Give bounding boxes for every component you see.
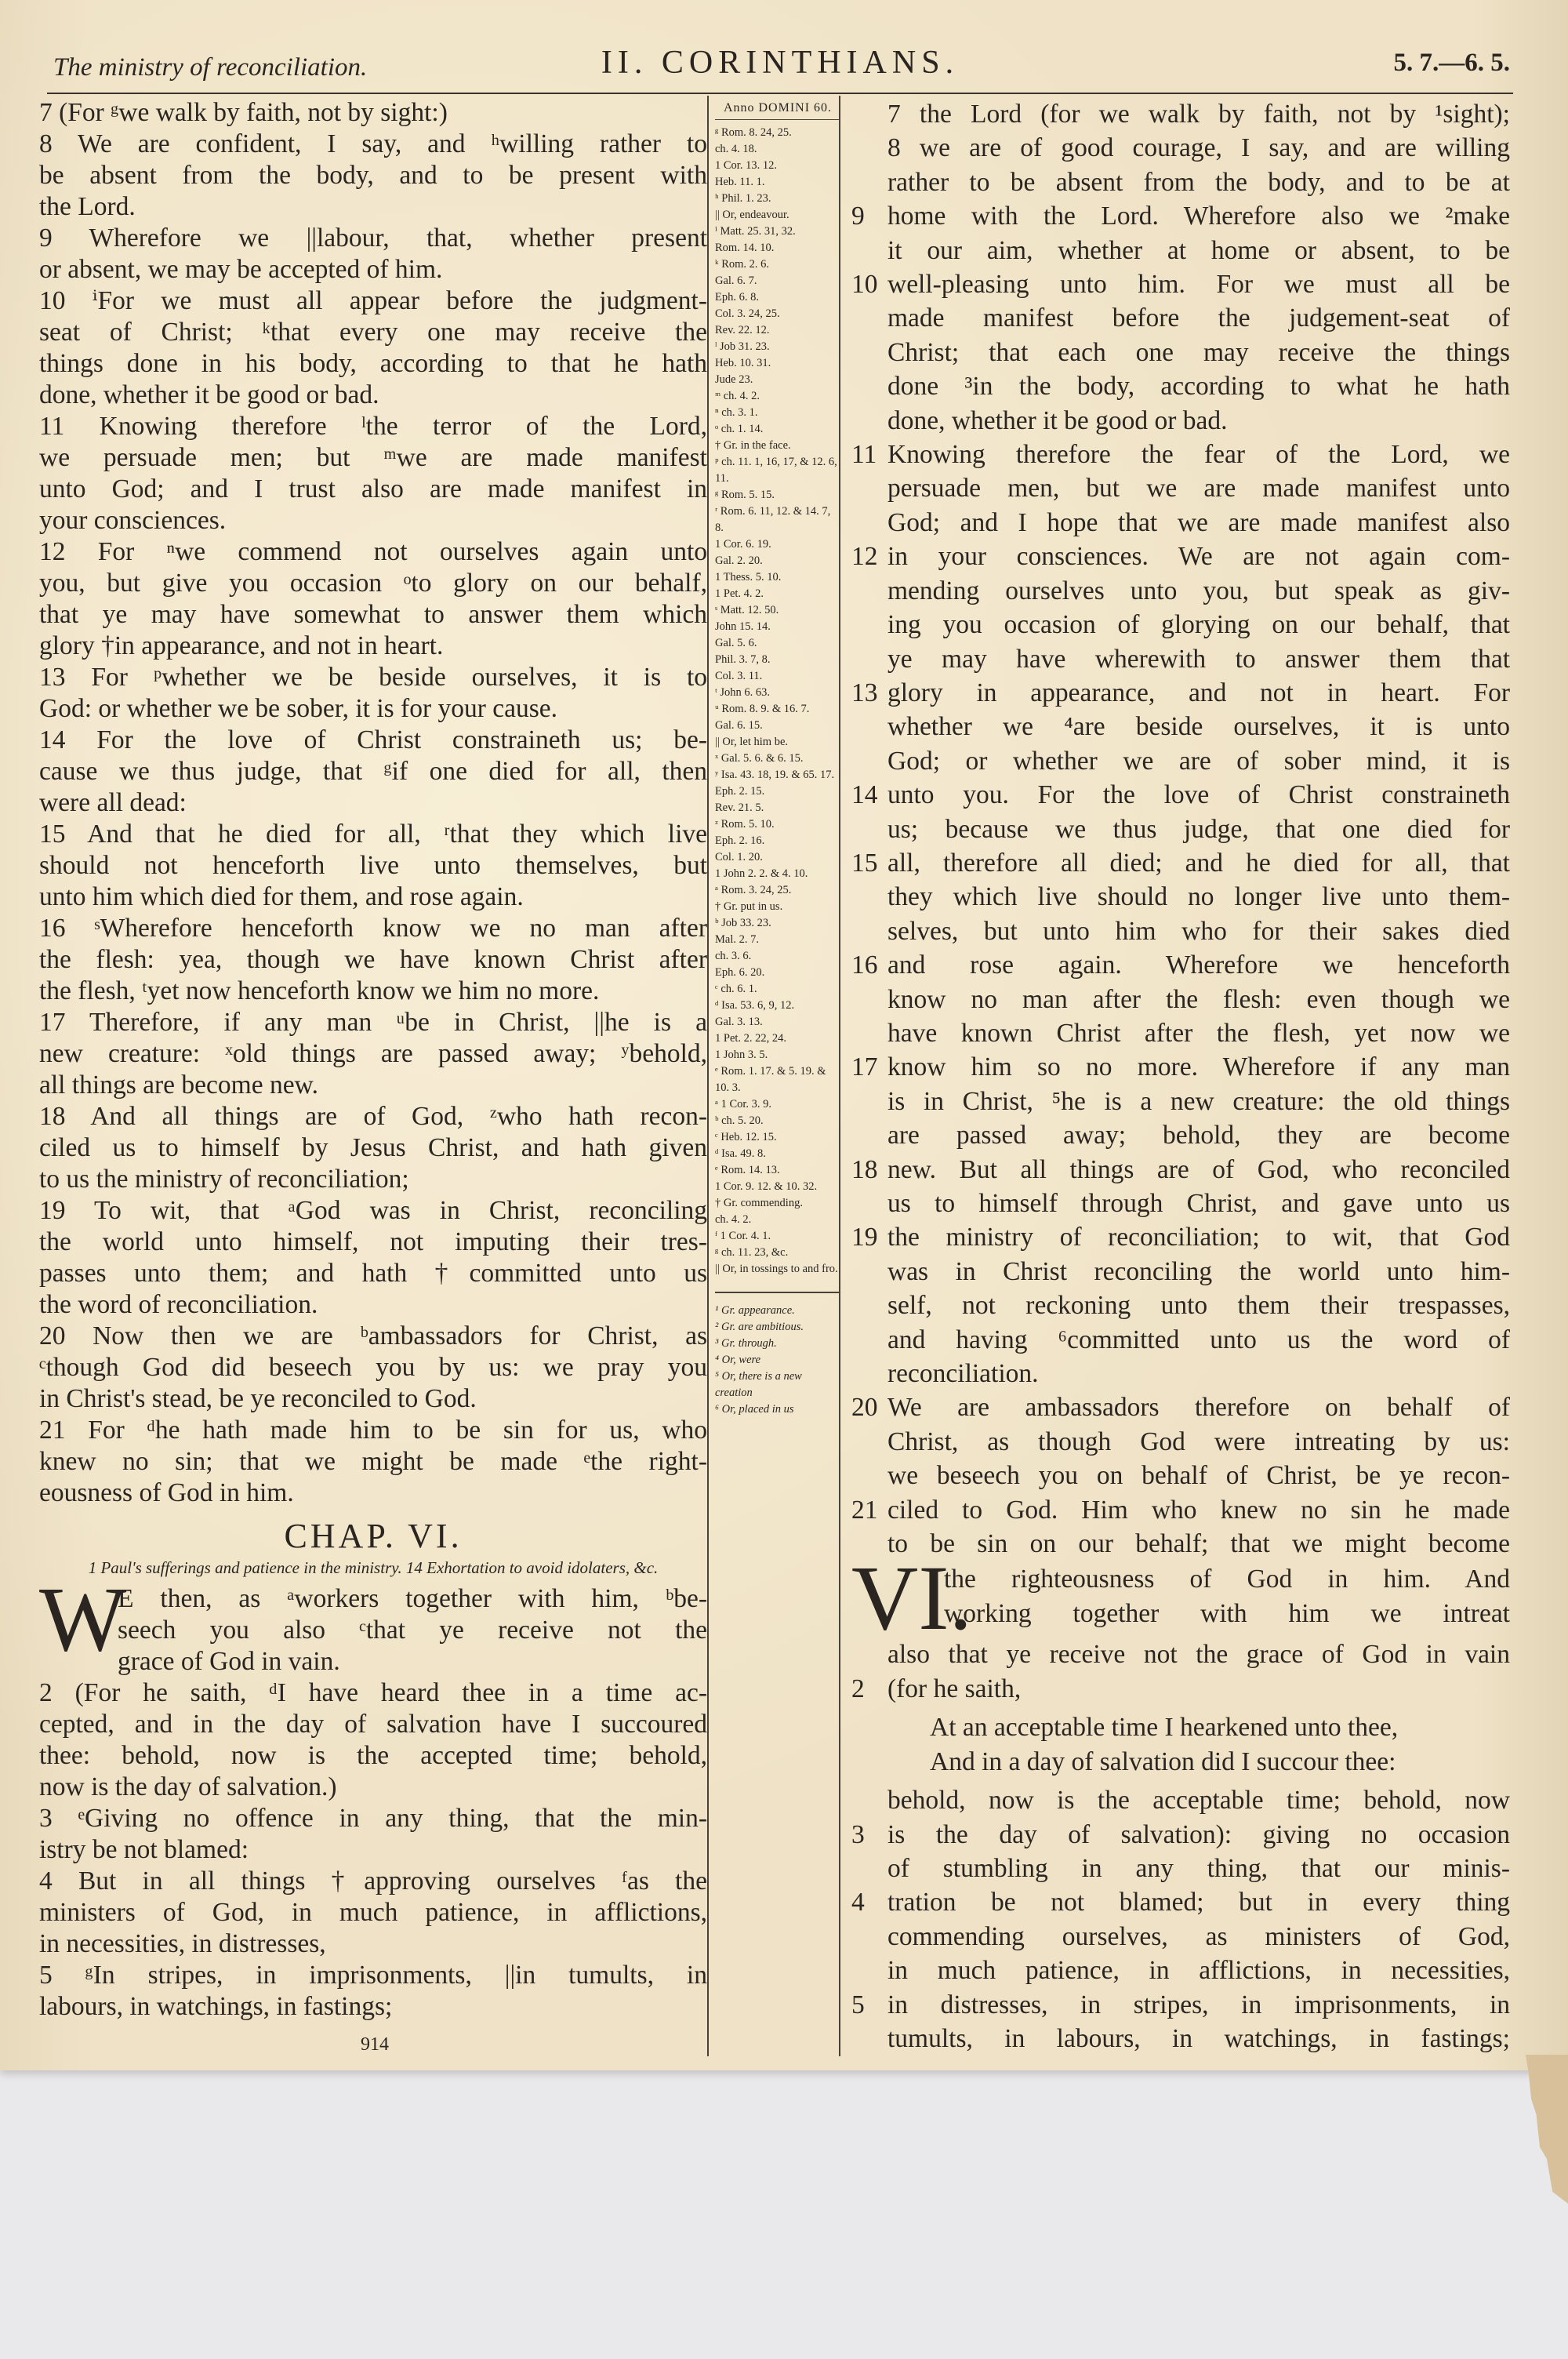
cross-reference: Eph. 6. 8. bbox=[715, 291, 759, 304]
line-text: tration be not blamed; but in every thing bbox=[887, 1888, 1510, 1917]
verse-number: 11 bbox=[851, 440, 877, 470]
text-line bbox=[851, 1988, 1510, 2022]
cross-reference: John 15. 14. bbox=[715, 620, 771, 633]
text-line bbox=[851, 1390, 1510, 1424]
text-line: we persuade men; but ᵐwe are made manifest bbox=[39, 443, 707, 472]
cross-reference: ᵖ ch. 11. 1, 16, 17, & 12. 6, 11. bbox=[715, 456, 837, 485]
text-line: 14 For the love of Christ constraineth us; be- bbox=[39, 725, 707, 754]
text-line: 5 ᵍIn stripes, in imprisonments, ||in tumults, in bbox=[39, 1961, 707, 1990]
line-text: it our aim, whether at home or absent, to be bbox=[887, 235, 1510, 265]
text-line bbox=[851, 846, 1510, 880]
text-line: 10 ⁱFor we must all appear before the judgment- bbox=[39, 286, 707, 315]
cross-reference: || Or, in tossings to and fro. bbox=[715, 1263, 838, 1275]
cross-reference: Gal. 2. 20. bbox=[715, 554, 763, 567]
drop-initial-vi: VI. bbox=[851, 1547, 973, 1650]
text-line bbox=[851, 1289, 1510, 1322]
verse-number: 10 bbox=[851, 270, 878, 300]
column-rule-left bbox=[707, 96, 709, 2056]
line-text: and having ⁶committed unto us the word of bbox=[887, 1325, 1510, 1354]
text-line: the world unto himself, not imputing their tres- bbox=[39, 1227, 707, 1256]
text-line: 18 And all things are of God, ᶻwho hath recon- bbox=[39, 1102, 707, 1131]
cross-reference: Jude 23. bbox=[715, 373, 753, 386]
text-line: 17 Therefore, if any man ᵘbe in Christ, ||he is a bbox=[39, 1008, 707, 1037]
cross-reference: 1 Cor. 6. 19. bbox=[715, 538, 771, 551]
line-text: ciled to God. Him who knew no sin he made bbox=[887, 1495, 1510, 1525]
cross-reference: Rom. 14. 10. bbox=[715, 242, 775, 254]
line-text: are passed away; behold, they are become bbox=[887, 1121, 1510, 1150]
text-line: new creature: ˣold things are passed away; ʸbehold, bbox=[39, 1039, 707, 1068]
cross-reference: Eph. 2. 15. bbox=[715, 785, 765, 798]
cross-reference: ᵇ Job 33. 23. bbox=[715, 917, 771, 929]
text-line: thee: behold, now is the accepted time; behold, bbox=[39, 1741, 707, 1770]
text-line: unto God; and I trust also are made manifest in bbox=[39, 474, 707, 503]
text-line bbox=[851, 914, 1510, 948]
text-line: seat of Christ; ᵏthat every one may receive the bbox=[39, 318, 707, 347]
text-line bbox=[851, 1527, 1510, 1561]
text-line bbox=[851, 234, 1510, 267]
line-text: mending ourselves unto you, but speak as giv- bbox=[887, 576, 1510, 605]
line-text: well-pleasing unto him. For we must all be bbox=[887, 270, 1510, 300]
cross-reference: Gal. 6. 15. bbox=[715, 719, 763, 732]
cross-reference: Phil. 3. 7, 8. bbox=[715, 653, 771, 666]
chapter-summary: 1 Paul's sufferings and patience in the ministry. 14 Exhortation to avoid idolaters, &c. bbox=[88, 1558, 659, 1577]
text-line bbox=[851, 506, 1510, 540]
line-text: we beseech you on behalf of Christ, be ye recon- bbox=[887, 1461, 1510, 1491]
cross-reference: ᵘ Rom. 8. 9. & 16. 7. bbox=[715, 703, 810, 715]
cross-reference: ᵇ ch. 5. 20. bbox=[715, 1114, 764, 1127]
text-line: cepted, and in the day of salvation have I succoured bbox=[39, 1710, 707, 1739]
text-line: 12 For ⁿwe commend not ourselves again unto bbox=[39, 537, 707, 566]
text-line: the flesh: yea, though we have known Christ after bbox=[39, 945, 707, 974]
line-text: in much patience, in afflictions, in necessities, bbox=[887, 1956, 1510, 1986]
text-line bbox=[851, 369, 1510, 403]
line-text: 8 we are of good courage, I say, and are willing bbox=[887, 133, 1510, 163]
line-text: they which live should no longer live unto them- bbox=[887, 882, 1510, 912]
text-line: to us the ministry of reconciliation; bbox=[39, 1165, 409, 1194]
text-line: seech you also ᶜthat ye receive not the bbox=[118, 1616, 707, 1645]
text-line: things done in his body, according to that he hath bbox=[39, 349, 707, 378]
text-line: now is the day of salvation.) bbox=[39, 1772, 337, 1801]
cross-reference: ʰ Phil. 1. 23. bbox=[715, 192, 771, 205]
text-line bbox=[851, 1255, 1510, 1289]
verse-number: 17 bbox=[851, 1052, 878, 1082]
cross-reference: ᵍ Rom. 5. 15. bbox=[715, 489, 775, 501]
cross-reference: ᵃ 1 Cor. 3. 9. bbox=[715, 1098, 772, 1110]
cross-reference: ch. 3. 6. bbox=[715, 950, 752, 962]
text-line: unto him which died for them, and rose again. bbox=[39, 882, 524, 911]
margin-references-column bbox=[715, 100, 840, 2045]
cross-reference: ᵍ ch. 11. 23, &c. bbox=[715, 1246, 789, 1259]
cross-reference: || Or, let him be. bbox=[715, 736, 789, 748]
line-text: rather to be absent from the body, and to be at bbox=[887, 167, 1510, 197]
line-text: whether we ⁴are beside ourselves, it is unto bbox=[887, 712, 1510, 742]
text-line: were all dead: bbox=[39, 788, 187, 817]
cross-reference: ch. 4. 18. bbox=[715, 143, 757, 155]
text-line bbox=[851, 1220, 1510, 1254]
line-text: was in Christ reconciling the world unto him- bbox=[887, 1256, 1510, 1286]
text-line bbox=[851, 336, 1510, 369]
cross-reference: ᶠ 1 Cor. 4. 1. bbox=[715, 1230, 771, 1242]
cross-reference: Col. 1. 20. bbox=[715, 851, 763, 863]
poetry-line: At an acceptable time I hearkened unto thee, bbox=[930, 1713, 1399, 1743]
text-line bbox=[851, 608, 1510, 642]
text-line: all things are become new. bbox=[39, 1070, 318, 1100]
line-text: new. But all things are of God, who reconciled bbox=[887, 1154, 1510, 1184]
cross-reference: ᵈ Isa. 53. 6, 9, 12. bbox=[715, 999, 795, 1012]
text-line: labours, in watchings, in fastings; bbox=[39, 1992, 393, 2021]
text-line: 11 Knowing therefore ˡthe terror of the Lord, bbox=[39, 412, 707, 441]
text-line: passes unto them; and hath †committed unto us bbox=[39, 1259, 707, 1288]
cross-reference: ᶜ Heb. 12. 15. bbox=[715, 1131, 777, 1143]
line-text: self, not reckoning unto them their trespasses, bbox=[887, 1291, 1510, 1321]
cross-reference: 1 Cor. 9. 12. & 10. 32. bbox=[715, 1180, 818, 1193]
line-text: unto you. For the love of Christ constraineth bbox=[887, 780, 1510, 810]
text-line: 7 (For ᵍwe walk by faith, not by sight:) bbox=[39, 98, 448, 127]
cross-reference: ᶜ ch. 6. 1. bbox=[715, 983, 757, 995]
text-line: 3 ᵉGiving no offence in any thing, that the min- bbox=[39, 1804, 707, 1833]
text-line: the righteousness of God in him. And bbox=[944, 1565, 1510, 1594]
text-line bbox=[851, 1672, 1510, 1706]
text-line: 15 And that he died for all, ʳthat they which live bbox=[39, 820, 707, 849]
cross-reference: † Gr. put in us. bbox=[715, 900, 783, 913]
cross-reference: ⁱ Matt. 25. 31, 32. bbox=[715, 225, 796, 238]
text-line: in necessities, in distresses, bbox=[39, 1929, 326, 1958]
line-text: us; because we thus judge, that one died for bbox=[887, 814, 1510, 844]
cross-reference: ᵐ ch. 4. 2. bbox=[715, 390, 760, 402]
line-text: 7 the Lord (for we walk by faith, not by ¹sight); bbox=[887, 100, 1510, 129]
marginal-note: ¹ Gr. appearance. bbox=[715, 1304, 795, 1317]
text-line: 9 Wherefore we ||labour, that, whether present bbox=[39, 224, 707, 253]
text-line: cause we thus judge, that ᵍif one died for all, then bbox=[39, 757, 707, 786]
cross-reference: 1 Thess. 5. 10. bbox=[715, 571, 782, 583]
text-line bbox=[851, 676, 1510, 710]
verse-number: 12 bbox=[851, 542, 878, 572]
cross-reference: Gal. 5. 6. bbox=[715, 637, 757, 649]
line-text: (for he saith, bbox=[887, 1674, 1022, 1703]
marginal-note: ⁶ Or, placed in us bbox=[715, 1403, 794, 1416]
quoted-poetry bbox=[851, 1710, 1510, 1779]
verse-number: 9 bbox=[851, 202, 865, 231]
text-line bbox=[851, 97, 1510, 131]
line-text: Christ, as though God were intreating by us: bbox=[887, 1427, 1510, 1456]
line-text: ye may have wherewith to answer them that bbox=[887, 644, 1510, 674]
text-line bbox=[851, 267, 1510, 301]
av-text-ch5 bbox=[39, 97, 707, 1509]
cross-reference: Mal. 2. 7. bbox=[715, 933, 759, 946]
line-text: in your consciences. We are not again com- bbox=[887, 542, 1510, 572]
marginal-note: ³ Gr. through. bbox=[715, 1337, 777, 1350]
cross-reference: ˢ Matt. 12. 50. bbox=[715, 604, 779, 616]
cross-reference: 1 John 3. 5. bbox=[715, 1049, 768, 1061]
text-line: that ye may have somewhat to answer them which bbox=[39, 600, 707, 629]
header-section-title: The ministry of reconciliation. bbox=[53, 53, 368, 82]
text-line bbox=[851, 1459, 1510, 1492]
verse-number: 2 bbox=[851, 1674, 865, 1703]
text-line: the flesh, ᵗyet now henceforth know we him no more. bbox=[39, 976, 600, 1005]
cross-reference: ˡ Job 31. 23. bbox=[715, 340, 770, 353]
line-text: is in Christ, ⁵he is a new creature: the old things bbox=[887, 1086, 1510, 1116]
line-text: to be sin on our behalf; that we might become bbox=[887, 1529, 1510, 1559]
verse-number: 19 bbox=[851, 1223, 878, 1252]
line-text: tumults, in labours, in watchings, in fastings; bbox=[887, 2023, 1510, 2053]
torn-page-corner bbox=[1497, 2055, 1568, 2204]
text-line bbox=[851, 812, 1510, 846]
cross-reference: || Or, endeavour. bbox=[715, 209, 789, 221]
text-line: 16 ˢWherefore henceforth know we no man after bbox=[39, 914, 707, 943]
text-line bbox=[851, 1153, 1510, 1187]
av-text-ch6 bbox=[39, 1568, 707, 2023]
text-line bbox=[851, 165, 1510, 199]
text-line: or absent, we may be accepted of him. bbox=[39, 255, 443, 284]
line-text: Knowing therefore the fear of the Lord, we bbox=[887, 440, 1510, 470]
text-line: glory †in appearance, and not in heart. bbox=[39, 631, 444, 660]
verse-number: 14 bbox=[851, 780, 878, 810]
text-line: ministers of God, in much patience, in afflictions, bbox=[39, 1898, 707, 1927]
text-line: should not henceforth live unto themselves, but bbox=[39, 851, 707, 880]
marginal-note: ⁵ Or, there is a new creation bbox=[715, 1370, 802, 1399]
cross-reference: 1 Pet. 4. 2. bbox=[715, 587, 764, 600]
line-text: God; and I hope that we are made manifest also bbox=[887, 507, 1510, 537]
cross-reference: ᵒ ch. 1. 14. bbox=[715, 423, 764, 435]
rv-text-ch5 bbox=[851, 97, 1510, 1561]
text-line bbox=[851, 880, 1510, 914]
cross-reference: ʳ Rom. 6. 11, 12. & 14. 7, 8. bbox=[715, 505, 831, 534]
chapter-heading: CHAP. VI. bbox=[284, 1517, 463, 1555]
line-text: know no man after the flesh: even though we bbox=[887, 984, 1510, 1014]
cross-reference: † Gr. commending. bbox=[715, 1197, 803, 1209]
line-text: us to himself through Christ, and gave unto us bbox=[887, 1189, 1510, 1218]
text-line: 19 To wit, that ᵃGod was in Christ, reconciling bbox=[39, 1196, 707, 1225]
line-text: know him so no more. Wherefore if any man bbox=[887, 1052, 1510, 1082]
text-line: the word of reconciliation. bbox=[39, 1290, 318, 1319]
text-line bbox=[851, 1783, 1510, 1817]
text-line bbox=[851, 710, 1510, 743]
cross-reference: Heb. 10. 31. bbox=[715, 357, 771, 369]
marginal-note: ² Gr. are ambitious. bbox=[715, 1321, 804, 1333]
text-line bbox=[851, 131, 1510, 165]
text-line bbox=[851, 301, 1510, 335]
text-line: eousness of God in him. bbox=[39, 1478, 294, 1507]
cross-reference: 1 Cor. 13. 12. bbox=[715, 159, 777, 172]
text-line: in Christ's stead, be ye reconciled to God. bbox=[39, 1384, 477, 1413]
cross-reference: ᵃ Rom. 3. 24, 25. bbox=[715, 884, 792, 896]
cross-reference: Rev. 21. 5. bbox=[715, 801, 764, 814]
cross-reference: ᶻ Rom. 5. 10. bbox=[715, 818, 775, 831]
line-text: done, whether it be good or bad. bbox=[887, 405, 1228, 435]
text-line: grace of God in vain. bbox=[118, 1647, 340, 1676]
cross-reference: ᵉ Rom. 1. 17. & 5. 19. & 10. 3. bbox=[715, 1065, 826, 1094]
poetry-line: And in a day of salvation did I succour thee: bbox=[930, 1747, 1396, 1776]
text-line bbox=[851, 1954, 1510, 1987]
revised-version-notes bbox=[715, 1303, 840, 1418]
cross-reference: Gal. 6. 7. bbox=[715, 274, 757, 287]
text-line: 13 For ᵖwhether we be beside ourselves, it is to bbox=[39, 663, 707, 692]
cross-reference: ⁿ ch. 3. 1. bbox=[715, 406, 758, 419]
cross-reference: ʸ Isa. 43. 18, 19. & 65. 17. bbox=[715, 769, 835, 781]
verse-number: 20 bbox=[851, 1393, 878, 1423]
text-line bbox=[851, 1016, 1510, 1050]
line-text: home with the Lord. Wherefore also we ²make bbox=[887, 202, 1510, 231]
text-line: working together with him we intreat bbox=[944, 1598, 1510, 1628]
cross-reference: 1 John 2. 2. & 4. 10. bbox=[715, 867, 808, 880]
running-header bbox=[47, 39, 1513, 94]
line-text: the ministry of reconciliation; to wit, that God bbox=[887, 1223, 1510, 1252]
text-line bbox=[851, 471, 1510, 505]
cross-reference: Gal. 3. 13. bbox=[715, 1016, 763, 1028]
text-line bbox=[851, 948, 1510, 982]
verse-number: 13 bbox=[851, 678, 878, 707]
text-line bbox=[851, 778, 1510, 812]
cross-reference: ˣ Gal. 5. 6. & 6. 15. bbox=[715, 752, 804, 765]
text-line bbox=[851, 1852, 1510, 1885]
text-line bbox=[851, 1085, 1510, 1118]
cross-reference: Col. 3. 24, 25. bbox=[715, 307, 780, 320]
authorized-version-column bbox=[39, 97, 707, 2074]
margin-divider bbox=[715, 1292, 840, 1293]
text-line: done, whether it be good or bad. bbox=[39, 380, 379, 409]
text-line bbox=[851, 1920, 1510, 1954]
text-line: knew no sin; that we might be made ᵉthe right- bbox=[39, 1447, 707, 1476]
text-line bbox=[851, 2022, 1510, 2055]
anno-domini-label: Anno DOMINI 60. bbox=[715, 100, 840, 120]
line-text: also that ye receive not the grace of God in vain bbox=[887, 1640, 1510, 1670]
cross-reference: ch. 4. 2. bbox=[715, 1213, 752, 1226]
line-text: all, therefore all died; and he died for all, that bbox=[887, 848, 1510, 878]
text-line: the Lord. bbox=[39, 192, 136, 221]
text-line: your consciences. bbox=[39, 506, 227, 535]
line-text: is the day of salvation): giving no occasion bbox=[887, 1819, 1510, 1849]
cross-references bbox=[715, 125, 840, 1278]
text-line bbox=[851, 1118, 1510, 1152]
text-line bbox=[851, 1885, 1510, 1919]
line-text: persuade men, but we are made manifest unto bbox=[887, 474, 1510, 503]
text-line bbox=[851, 744, 1510, 778]
text-line bbox=[851, 438, 1510, 471]
text-line bbox=[851, 1637, 1510, 1671]
rv-text-ch6 bbox=[851, 1547, 1510, 2055]
line-text: selves, but unto him who for their sakes died bbox=[887, 916, 1510, 946]
cross-reference: ᵉ Rom. 14. 13. bbox=[715, 1164, 780, 1176]
line-text: and rose again. Wherefore we henceforth bbox=[887, 951, 1510, 980]
line-text: God; or whether we are of sober mind, it is bbox=[887, 746, 1510, 776]
line-text: have known Christ after the flesh, yet now we bbox=[887, 1018, 1510, 1048]
text-line bbox=[851, 1493, 1510, 1527]
verse-number: 16 bbox=[851, 951, 878, 980]
text-line: E then, as ᵃworkers together with him, ᵇbe- bbox=[118, 1584, 707, 1613]
line-text: ing you occasion of glorying on our behalf, that bbox=[887, 610, 1510, 640]
text-line: 2 (For he saith, ᵈI have heard thee in a time ac- bbox=[39, 1678, 707, 1707]
text-line: ciled us to himself by Jesus Christ, and hath given bbox=[39, 1133, 707, 1162]
verse-number: 18 bbox=[851, 1154, 878, 1184]
text-line: 21 For ᵈhe hath made him to be sin for us, who bbox=[39, 1416, 707, 1445]
text-line: istry be not blamed: bbox=[39, 1835, 249, 1864]
verse-number: 15 bbox=[851, 848, 878, 878]
cross-reference: Heb. 11. 1. bbox=[715, 176, 765, 188]
text-line bbox=[851, 1323, 1510, 1357]
text-line: God: or whether we be sober, it is for your cause. bbox=[39, 694, 558, 723]
line-text: behold, now is the acceptable time; behold, now bbox=[887, 1786, 1510, 1816]
cross-reference: ᵗ John 6. 63. bbox=[715, 686, 771, 699]
verse-number: 21 bbox=[851, 1495, 878, 1525]
cross-reference: Rev. 22. 12. bbox=[715, 324, 770, 336]
text-line bbox=[851, 574, 1510, 608]
text-line bbox=[851, 540, 1510, 573]
verse-number: 5 bbox=[851, 1990, 865, 2019]
text-line bbox=[851, 199, 1510, 233]
cross-reference: Eph. 2. 16. bbox=[715, 834, 765, 847]
line-text: We are ambassadors therefore on behalf of bbox=[887, 1393, 1510, 1423]
line-text: of stumbling in any thing, that our minis- bbox=[887, 1853, 1510, 1883]
verse-number: 4 bbox=[851, 1888, 865, 1917]
text-line bbox=[851, 1425, 1510, 1459]
text-line: 20 Now then we are ᵇambassadors for Christ, as bbox=[39, 1321, 707, 1350]
page-number: 914 bbox=[361, 2034, 389, 2055]
line-text: done ³in the body, according to what he hath bbox=[887, 372, 1510, 402]
text-line bbox=[851, 642, 1510, 676]
cross-reference: ᵍ Rom. 8. 24, 25. bbox=[715, 126, 792, 139]
cross-reference: † Gr. in the face. bbox=[715, 439, 791, 452]
text-line: 4 But in all things †approving ourselves ᶠas the bbox=[39, 1866, 707, 1896]
cross-reference: Col. 3. 11. bbox=[715, 670, 763, 682]
line-text: commending ourselves, as ministers of God, bbox=[887, 1921, 1510, 1951]
text-line: ᶜthough God did beseech you by us: we pray you bbox=[39, 1353, 707, 1382]
line-text: glory in appearance, and not in heart. For bbox=[887, 678, 1510, 707]
text-line bbox=[851, 983, 1510, 1016]
text-line: 8 We are confident, I say, and ʰwilling rather to bbox=[39, 129, 707, 158]
line-text: Christ; that each one may receive the things bbox=[887, 337, 1510, 367]
header-book-title: II. CORINTHIANS. bbox=[601, 45, 960, 81]
cross-reference: Eph. 6. 20. bbox=[715, 966, 765, 979]
cross-reference: ᵏ Rom. 2. 6. bbox=[715, 258, 770, 271]
drop-initial: W bbox=[39, 1568, 127, 1670]
line-text: reconciliation. bbox=[887, 1359, 1039, 1389]
verse-number: 3 bbox=[851, 1819, 865, 1849]
text-line bbox=[851, 1187, 1510, 1220]
text-line: you, but give you occasion ᵒto glory on our behalf, bbox=[39, 569, 707, 598]
text-line bbox=[851, 1050, 1510, 1084]
text-line: be absent from the body, and to be present with bbox=[39, 161, 707, 190]
revised-version-column bbox=[851, 97, 1510, 2074]
header-chapter-range: 5. 7.—6. 5. bbox=[1393, 49, 1510, 77]
cross-reference: 1 Pet. 2. 22, 24. bbox=[715, 1032, 787, 1045]
text-line bbox=[851, 1357, 1510, 1390]
text-line bbox=[851, 404, 1510, 438]
line-text: in distresses, in stripes, in imprisonments, in bbox=[887, 1990, 1510, 2019]
cross-reference: ᵈ Isa. 49. 8. bbox=[715, 1147, 766, 1160]
line-text: made manifest before the judgement-seat of bbox=[887, 304, 1510, 333]
text-line bbox=[851, 1818, 1510, 1852]
marginal-note: ⁴ Or, were bbox=[715, 1354, 761, 1366]
